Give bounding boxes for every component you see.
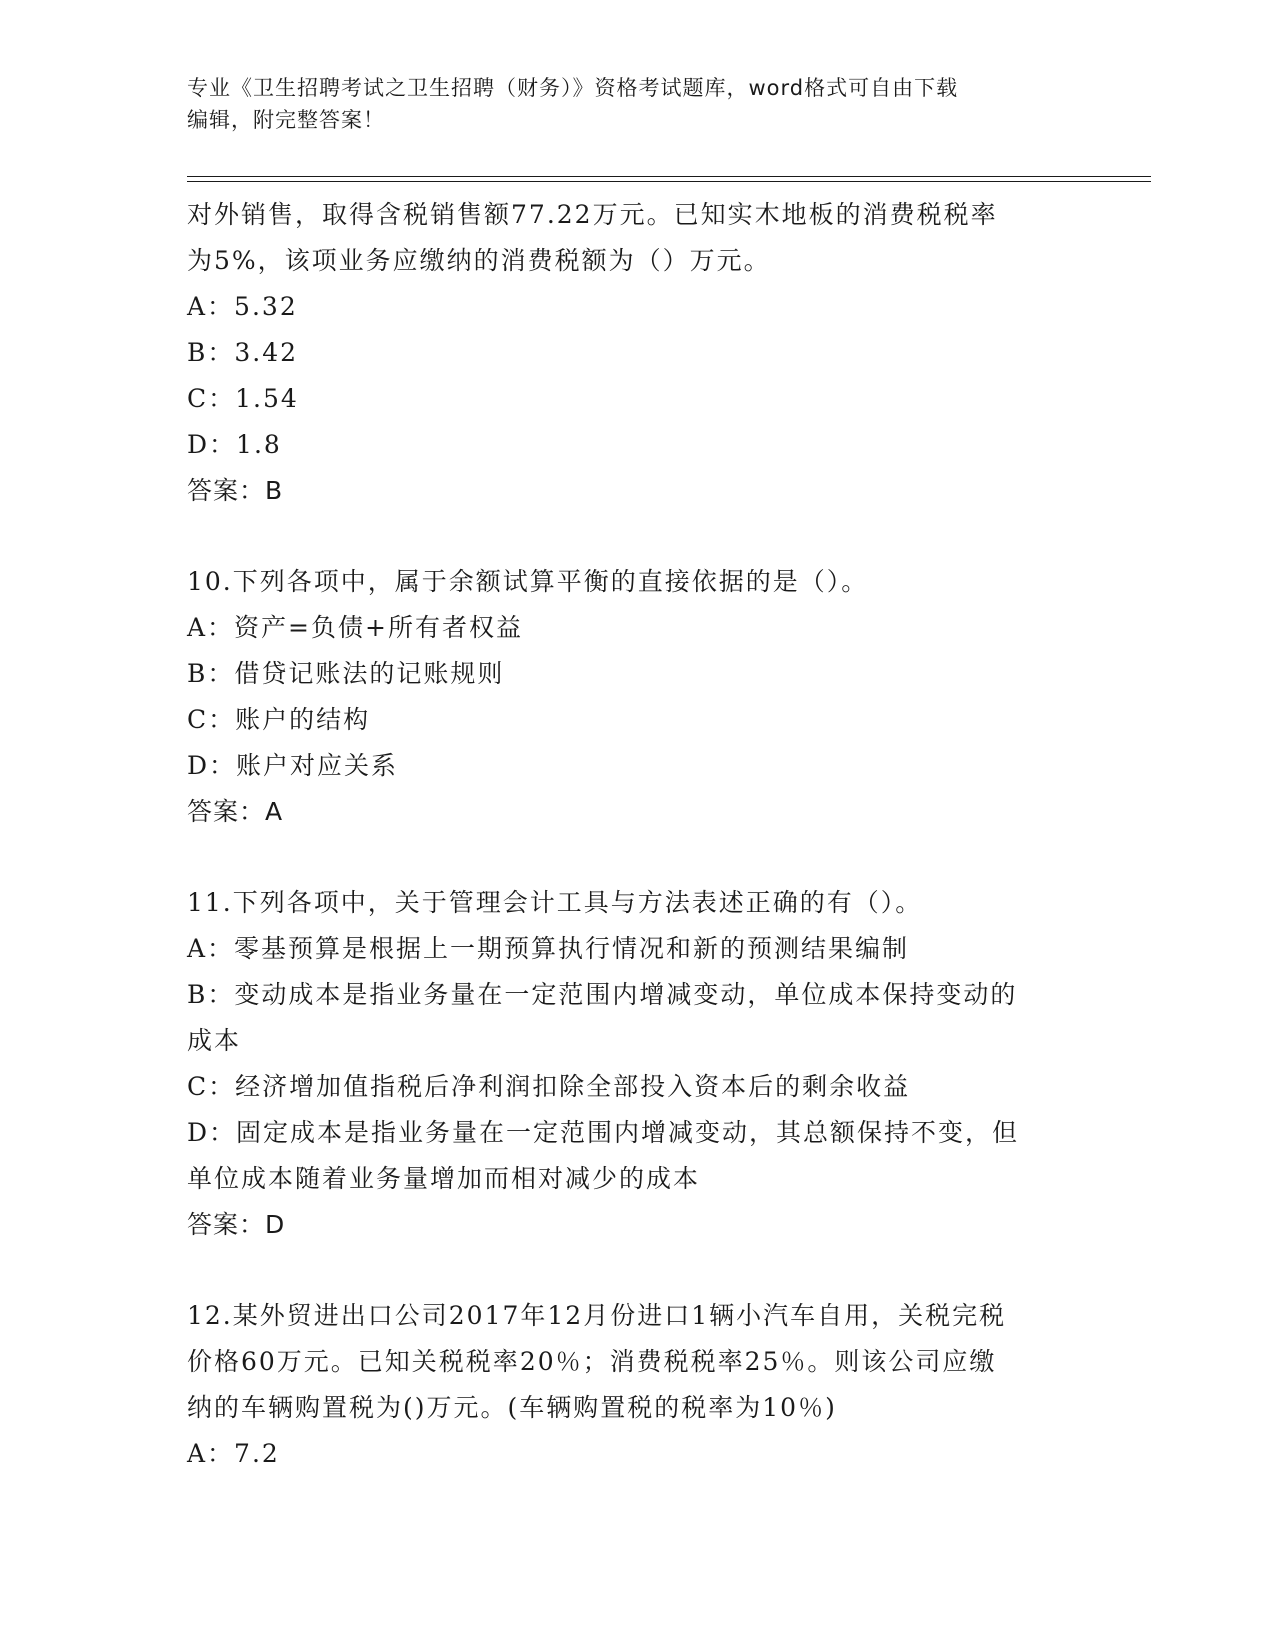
question-12 [187, 1293, 1067, 1477]
option-a: A：7.2 [187, 1439, 280, 1468]
question-stem-line: 为5%，该项业务应缴纳的消费税额为（）万元。 [187, 246, 771, 275]
option-a: A：5.32 [187, 292, 298, 321]
header-divider-bottom [187, 181, 1151, 182]
question-9 [187, 192, 1067, 514]
option-c: C：经济增加值指税后净利润扣除全部投入资本后的剩余收益 [187, 1072, 911, 1101]
header-title-line-1: 专业《卫生招聘考试之卫生招聘（财务）》资格考试题库，word格式可自由下载 [187, 76, 959, 100]
header-divider-top [187, 176, 1151, 177]
question-spacer [187, 514, 1067, 559]
question-stem-line: 12.某外贸进出口公司2017年12月份进口1辆小汽车自用，关税完税 [187, 1301, 1007, 1330]
option-d-continued: 单位成本随着业务量增加而相对减少的成本 [187, 1164, 701, 1193]
option-b: B：借贷记账法的记账规则 [187, 659, 505, 688]
question-list [187, 192, 1067, 1477]
header-title-line-2: 编辑，附完整答案！ [187, 108, 385, 132]
question-10 [187, 559, 1067, 835]
question-stem-line: 纳的车辆购置税为()万元。(车辆购置税的税率为10％) [187, 1393, 837, 1422]
question-spacer [187, 835, 1067, 880]
document-header [187, 72, 1067, 136]
option-b-continued: 成本 [187, 1026, 242, 1055]
question-stem-line: 10.下列各项中，属于余额试算平衡的直接依据的是（）。 [187, 567, 869, 596]
option-b: B：3.42 [187, 338, 299, 367]
answer-label: 答案：B [187, 476, 284, 505]
option-c: C：账户的结构 [187, 705, 371, 734]
option-d: D：账户对应关系 [187, 751, 399, 780]
option-a: A：零基预算是根据上一期预算执行情况和新的预测结果编制 [187, 934, 910, 963]
question-spacer [187, 1248, 1067, 1293]
question-11 [187, 880, 1067, 1248]
option-d: D：1.8 [187, 430, 282, 459]
option-b: B：变动成本是指业务量在一定范围内增减变动，单位成本保持变动的 [187, 980, 1018, 1009]
answer-label: 答案：D [187, 1210, 286, 1239]
option-a: A：资产=负债+所有者权益 [187, 613, 523, 642]
question-stem-line: 11.下列各项中，关于管理会计工具与方法表述正确的有（）。 [187, 888, 923, 917]
question-stem-line: 对外销售，取得含税销售额77.22万元。已知实木地板的消费税税率 [187, 200, 998, 229]
option-d: D：固定成本是指业务量在一定范围内增减变动，其总额保持不变，但 [187, 1118, 1020, 1147]
question-stem-line: 价格60万元。已知关税税率20％；消费税税率25％。则该公司应缴 [187, 1347, 997, 1376]
answer-label: 答案：A [187, 797, 284, 826]
option-c: C：1.54 [187, 384, 299, 413]
